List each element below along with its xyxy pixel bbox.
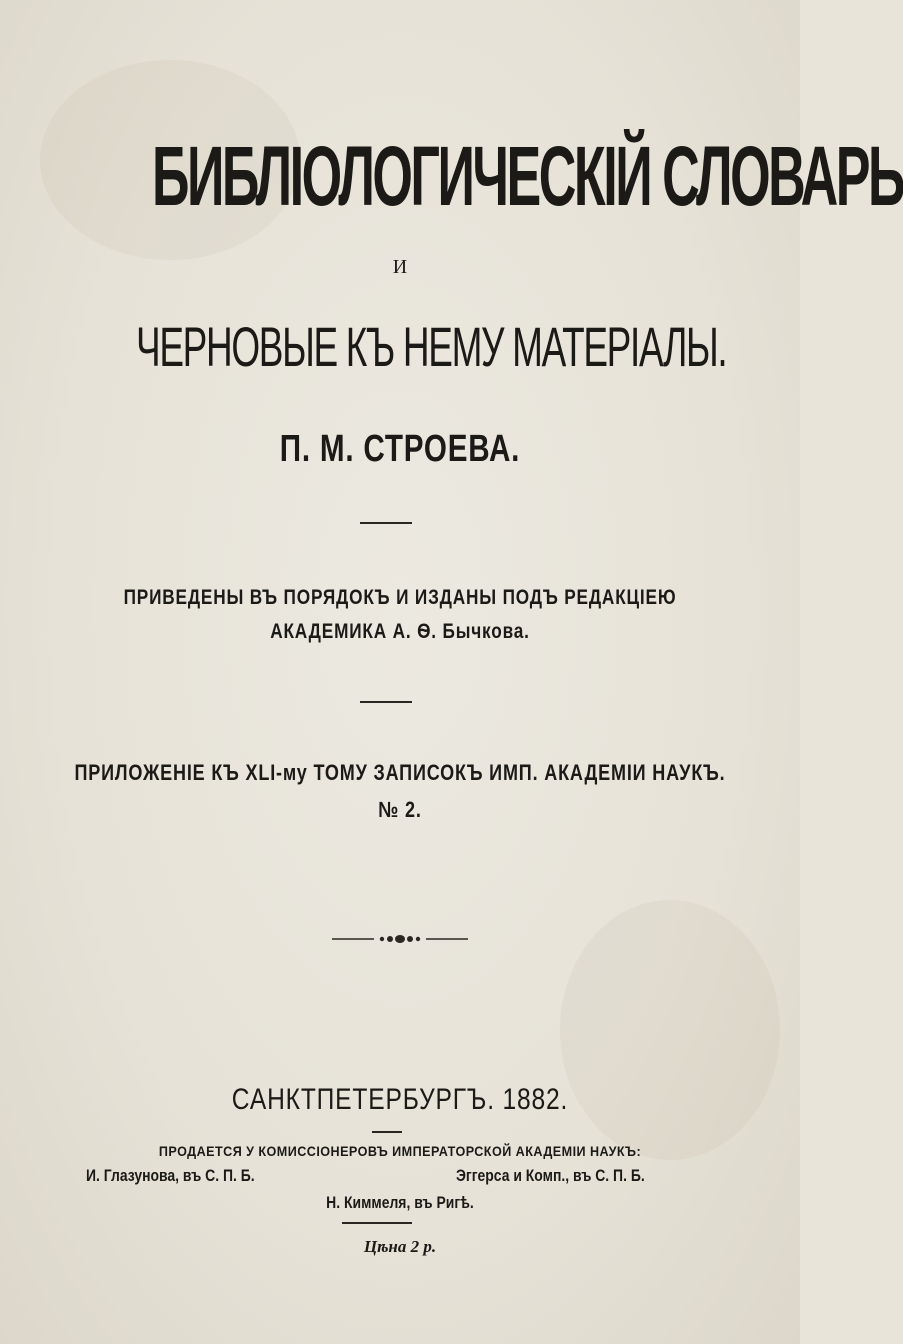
issue-number: № 2. (378, 797, 422, 822)
editorial-line-2: АКАДЕМИКА А. Ѳ. Бычкова. (270, 620, 530, 643)
author-name: П. М. СТРОЕВА. (279, 428, 521, 470)
seller-glazunov: И. Глазунова, въ С. П. Б. (86, 1166, 255, 1185)
editorial-line-1: ПРИВЕДЕНЫ ВЪ ПОРЯДОКЪ И ИЗДАНЫ ПОДЪ РЕДАКЦІЕЮ (123, 586, 677, 609)
seller-eggers: Эггерса и Комп., въ С. П. Б. (456, 1166, 645, 1185)
sold-by-note: ПРОДАЕТСЯ У КОМИССІОНЕРОВЪ ИМПЕРАТОРСКОЙ АКАДЕМІИ НАУКЪ: (158, 1143, 642, 1159)
appendix-note: ПРИЛОЖЕНІЕ КЪ XLI-му ТОМУ ЗАПИСОКЪ ИМП. АКАДЕМІИ НАУКЪ. (74, 760, 726, 785)
city-year: САНКТПЕТЕРБУРГЪ. 1882. (231, 1083, 569, 1116)
seller-kimmel: Н. Киммеля, въ Ригѣ. (326, 1193, 474, 1212)
divider-rule (342, 1222, 412, 1224)
divider-rule (372, 1131, 402, 1133)
ornament-divider (330, 932, 470, 946)
book-title: БИБЛІОЛОГИЧЕСКІЙ СЛОВАРЬ (152, 129, 903, 223)
paper-stain (560, 900, 780, 1160)
book-subtitle: ЧЕРНОВЫЕ КЪ НЕМУ МАТЕРІАЛЫ. (136, 315, 727, 378)
price: Цѣна 2 р. (363, 1237, 437, 1256)
divider-rule (360, 522, 412, 524)
title-conjunction: И (392, 256, 408, 278)
divider-rule (360, 701, 412, 703)
